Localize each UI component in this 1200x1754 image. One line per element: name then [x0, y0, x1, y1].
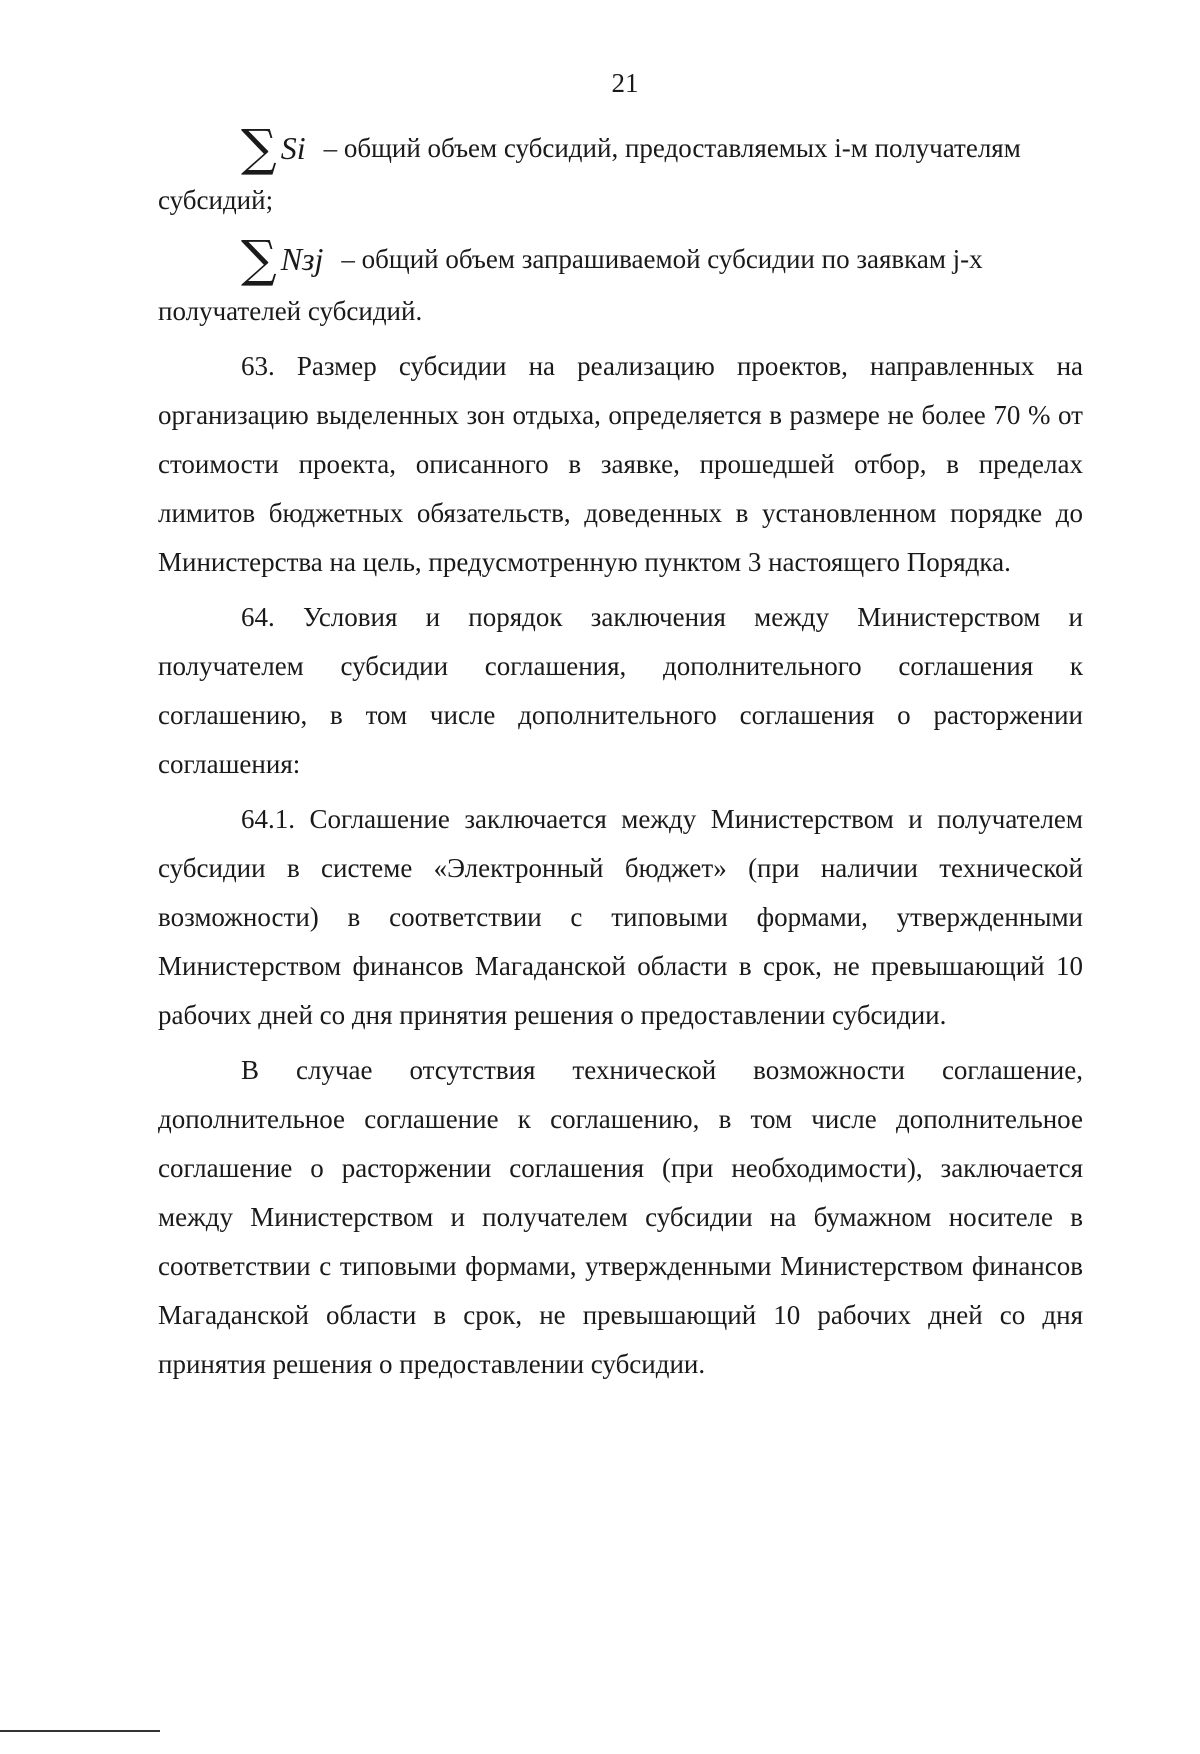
formula-variable-nzj: Nзj — [280, 240, 324, 277]
paragraph-63: 63. Размер субсидии на реализацию проектов, направленных на организацию выделенных зон отдыха, определяется в размере не более 70 % от стоимости проекта, описанного в заявке, прошедшей отбор, в пределах лимитов бюджетных обязательств, доведенных в установленном порядке до Министерства на цель, предусмотренную пунктом 3 настоящего Порядка. — [158, 351, 1083, 577]
formula-si-continuation: субсидий; — [158, 185, 274, 215]
formula-si-text: – общий объем субсидий, предоставляемых i-м получателям — [323, 132, 1021, 163]
document-body — [158, 120, 1083, 1389]
paragraph-64: 64. Условия и порядок заключения между Министерством и получателем субсидии соглашения, дополнительного соглашения к соглашению, в том числе дополнительного соглашения о расторжении соглашения: — [158, 602, 1083, 779]
paragraph-no-technical-possibility: В случае отсутствия технической возможности соглашение, дополнительное соглашение к соглашению, в том числе дополнительное соглашение о расторжении соглашения (при необходимости), заключается между Министерством и получателем субсидии на бумажном носителе в соответствии с типовыми формами, утвержденными Министерством финансов Магаданской области в срок, не превышающий 10 рабочих дней со дня принятия решения о предоставлении субсидии. — [158, 1055, 1083, 1379]
page-number: 21 — [611, 68, 639, 98]
formula-nzj-text: – общий объем запрашиваемой субсидии по заявкам j-х — [341, 243, 983, 274]
formula-si — [158, 120, 1083, 176]
footer-rule — [0, 1730, 160, 1732]
formula-nzj — [158, 231, 1083, 287]
sum-symbol: ∑ — [241, 119, 277, 177]
formula-variable-si: Si — [280, 129, 306, 166]
paragraph-64-1: 64.1. Соглашение заключается между Министерством и получателем субсидии в системе «Электронный бюджет» (при наличии технической возможности) в соответствии с типовыми формами, утвержденными Министерством финансов Магаданской области в срок, не превышающий 10 рабочих дней со дня принятия решения о предоставлении субсидии. — [158, 804, 1083, 1030]
sum-symbol: ∑ — [241, 230, 277, 288]
formula-nzj-continuation: получателей субсидий. — [158, 296, 423, 326]
